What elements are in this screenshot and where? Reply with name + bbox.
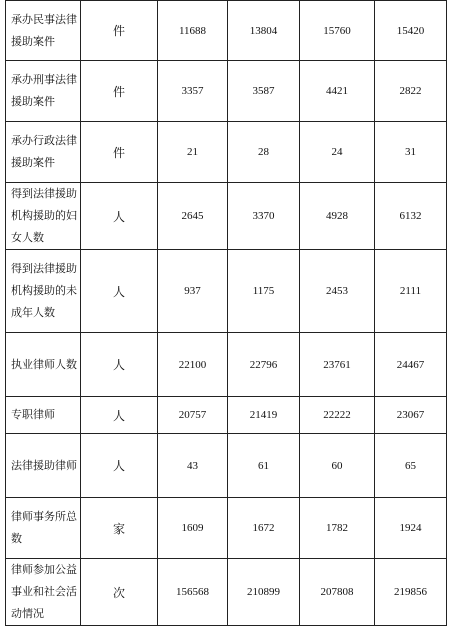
table-row — [6, 498, 447, 559]
row-unit: 件 — [81, 122, 158, 183]
value-cell: 43 — [158, 434, 228, 498]
value-cell: 2111 — [375, 250, 447, 333]
value-cell: 22100 — [158, 333, 228, 397]
value-cell: 24467 — [375, 333, 447, 397]
row-unit: 人 — [81, 397, 158, 434]
value-cell: 4928 — [300, 183, 375, 250]
row-label: 律师参加公益事业和社会活动情况 — [6, 559, 81, 626]
value-cell: 3587 — [228, 61, 300, 122]
value-cell: 1672 — [228, 498, 300, 559]
value-cell: 219856 — [375, 559, 447, 626]
table-row — [6, 333, 447, 397]
value-cell: 21419 — [228, 397, 300, 434]
row-label: 承办民事法律援助案件 — [6, 1, 81, 61]
value-cell: 4421 — [300, 61, 375, 122]
row-label: 承办行政法律援助案件 — [6, 122, 81, 183]
value-cell: 1924 — [375, 498, 447, 559]
value-cell: 1782 — [300, 498, 375, 559]
table-row — [6, 183, 447, 250]
table-row — [6, 1, 447, 61]
value-cell: 60 — [300, 434, 375, 498]
value-cell: 22222 — [300, 397, 375, 434]
value-cell: 23761 — [300, 333, 375, 397]
value-cell: 15420 — [375, 1, 447, 61]
row-unit: 人 — [81, 250, 158, 333]
row-label: 专职律师 — [6, 397, 81, 434]
value-cell: 13804 — [228, 1, 300, 61]
value-cell: 31 — [375, 122, 447, 183]
table-row — [6, 122, 447, 183]
value-cell: 3357 — [158, 61, 228, 122]
table-row — [6, 397, 447, 434]
row-unit: 人 — [81, 183, 158, 250]
row-unit: 次 — [81, 559, 158, 626]
value-cell: 2453 — [300, 250, 375, 333]
value-cell: 937 — [158, 250, 228, 333]
value-cell: 61 — [228, 434, 300, 498]
value-cell: 15760 — [300, 1, 375, 61]
table-row — [6, 250, 447, 333]
row-unit: 家 — [81, 498, 158, 559]
value-cell: 11688 — [158, 1, 228, 61]
value-cell: 3370 — [228, 183, 300, 250]
value-cell: 1175 — [228, 250, 300, 333]
row-label: 律师事务所总数 — [6, 498, 81, 559]
value-cell: 20757 — [158, 397, 228, 434]
value-cell: 2645 — [158, 183, 228, 250]
value-cell: 22796 — [228, 333, 300, 397]
value-cell: 65 — [375, 434, 447, 498]
row-unit: 人 — [81, 333, 158, 397]
table-row — [6, 61, 447, 122]
table-row — [6, 434, 447, 498]
row-label: 得到法律援助机构援助的未成年人数 — [6, 250, 81, 333]
value-cell: 1609 — [158, 498, 228, 559]
row-label: 执业律师人数 — [6, 333, 81, 397]
value-cell: 28 — [228, 122, 300, 183]
value-cell: 2822 — [375, 61, 447, 122]
row-unit: 人 — [81, 434, 158, 498]
table-row — [6, 559, 447, 626]
value-cell: 207808 — [300, 559, 375, 626]
value-cell: 210899 — [228, 559, 300, 626]
value-cell: 21 — [158, 122, 228, 183]
value-cell: 156568 — [158, 559, 228, 626]
statistics-table — [5, 0, 447, 626]
value-cell: 23067 — [375, 397, 447, 434]
value-cell: 6132 — [375, 183, 447, 250]
row-label: 法律援助律师 — [6, 434, 81, 498]
row-unit: 件 — [81, 1, 158, 61]
value-cell: 24 — [300, 122, 375, 183]
row-unit: 件 — [81, 61, 158, 122]
row-label: 得到法律援助机构援助的妇女人数 — [6, 183, 81, 250]
row-label: 承办刑事法律援助案件 — [6, 61, 81, 122]
